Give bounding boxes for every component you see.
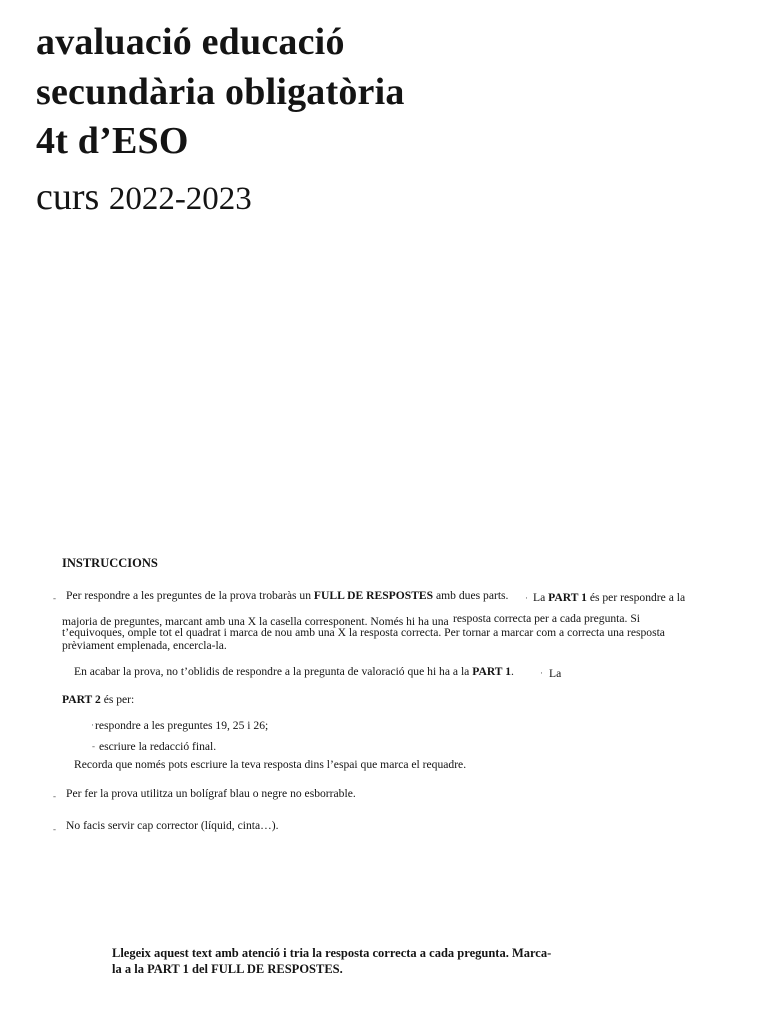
reading-instruction-line1: Llegeix aquest text amb atenció i tria la resposta correcta a cada pregunta. Marca- <box>112 946 552 960</box>
instructions-p1-line4: prèviament emplenada, encercla-la. <box>62 639 227 652</box>
title-line-1: avaluació educació <box>36 21 345 63</box>
instructions-heading: INSTRUCCIONS <box>62 556 158 570</box>
bullet-icon: - <box>53 593 56 603</box>
instructions-p5: Per fer la prova utilitza un bolígraf blau o negre no esborrable. <box>66 787 356 800</box>
course-label: curs <box>36 176 100 218</box>
reading-instruction-line2: la a la PART 1 del FULL DE RESPOSTES. <box>112 962 343 976</box>
instructions-p1-line2: majoria de preguntes, marcant amb una X la casella corresponent. Només hi ha una <box>62 615 449 628</box>
instructions-p4: Recorda que només pots escriure la teva resposta dins l’espai que marca el requadre. <box>74 758 467 771</box>
course-year <box>36 176 252 220</box>
instructions-sub-item-2: escriure la redacció final. <box>99 740 217 753</box>
bullet-icon: · <box>91 720 94 730</box>
bullet-icon: - <box>53 791 56 801</box>
bullet-icon: - <box>92 741 95 751</box>
course-year-value: 2022-2023 <box>108 181 252 217</box>
instructions-p6: No facis servir cap corrector (líquid, cinta…). <box>66 819 279 832</box>
bullet-icon: · <box>540 668 543 678</box>
instructions-p1-line3: t’equivoques, omple tot el quadrat i marca de nou amb una X la resposta correcta. Per tornar a marcar com a correcta una resposta <box>62 626 665 639</box>
instructions-sub-item-1: respondre a les preguntes 19, 25 i 26; <box>95 719 269 732</box>
instructions-p1-line2b: resposta correcta per a cada pregunta. Si <box>453 612 641 625</box>
instructions-p1-line1: Per respondre a les preguntes de la prova trobaràs un FULL DE RESPOSTES amb dues parts. <box>66 589 509 602</box>
instructions-p2-la: La <box>549 667 562 680</box>
instructions-p3: PART 2 és per: <box>62 693 135 706</box>
reading-instruction <box>112 945 551 977</box>
bullet-icon: · <box>525 593 528 603</box>
title-line-2: secundària obligatòria <box>36 71 405 113</box>
title-line-3: 4t d’ESO <box>36 120 189 162</box>
instructions-p1-line1b: La PART 1 és per respondre a la <box>533 591 686 604</box>
bullet-icon: - <box>53 824 56 834</box>
instructions-p2: En acabar la prova, no t’oblidis de respondre a la pregunta de valoració que hi ha a la PART 1. <box>74 665 514 678</box>
